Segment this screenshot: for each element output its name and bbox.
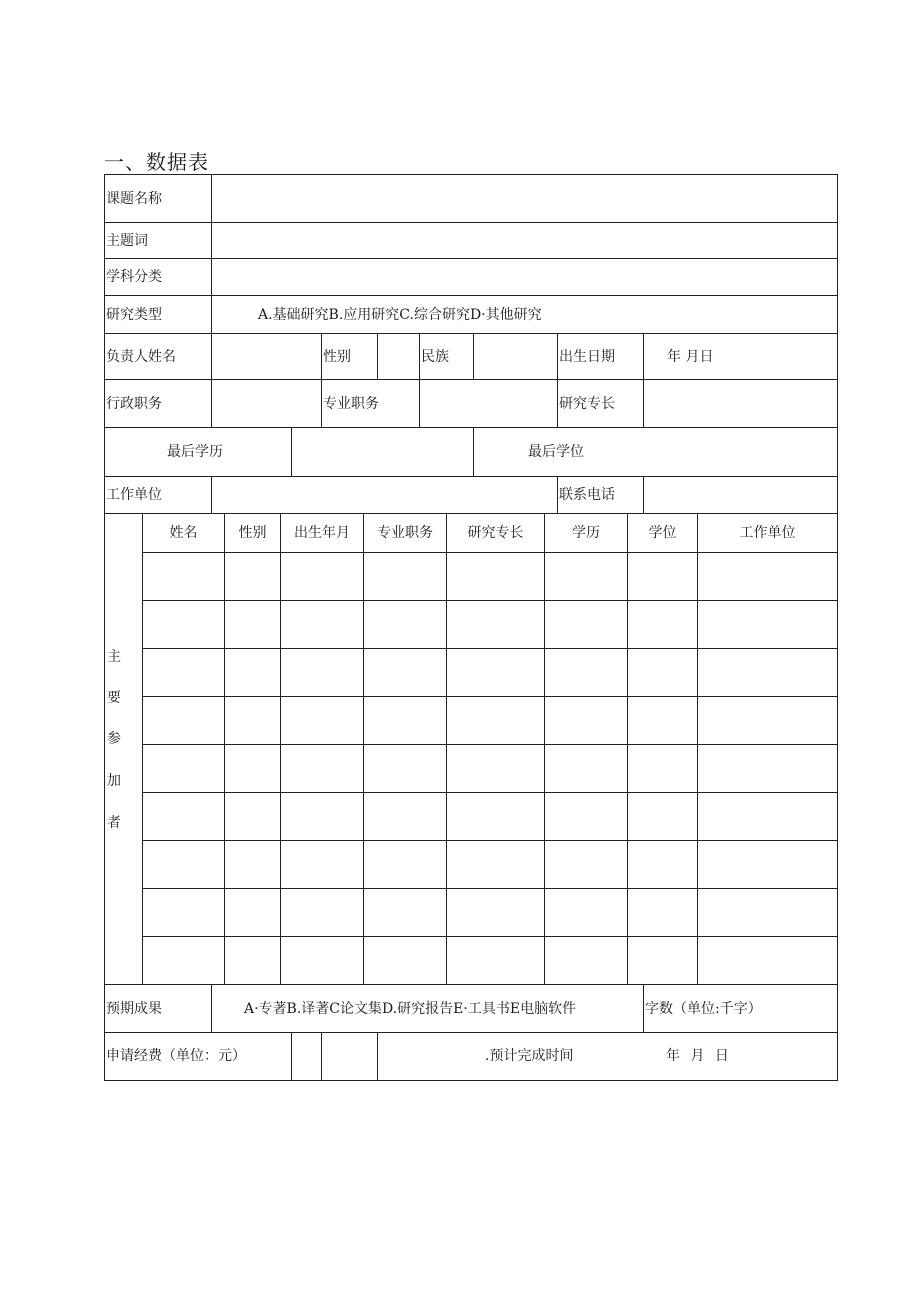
funding-field[interactable]: [292, 1033, 321, 1080]
admin-position-field[interactable]: [212, 380, 321, 427]
discipline-label: 学科分类: [106, 269, 162, 285]
row-line: [142, 936, 838, 937]
col-line: [627, 513, 628, 985]
completion-time-label: .预计完成时间: [485, 1048, 574, 1064]
row-line: [142, 840, 838, 841]
table-border-left: [104, 174, 105, 1081]
col-line: [544, 513, 545, 985]
col-line: [557, 476, 558, 514]
work-unit-label: 工作单位: [106, 487, 162, 503]
col-line: [697, 513, 698, 985]
research-type-options[interactable]: A.基础研究B.应用研究C.综合研究D·其他研究: [258, 307, 542, 323]
word-count-label: 字数（单位:千字）: [645, 1001, 762, 1017]
last-degree-label: 最后学位: [528, 444, 584, 460]
row-line: [142, 696, 838, 697]
topic-name-field[interactable]: [212, 175, 837, 222]
col-line: [321, 379, 322, 428]
expected-results-label: 预期成果: [106, 1001, 162, 1017]
row-line: [104, 513, 838, 514]
table-border-bottom: [104, 1080, 838, 1081]
keywords-field[interactable]: [212, 223, 837, 258]
keywords-label: 主题词: [106, 233, 148, 249]
phone-field[interactable]: [644, 477, 837, 513]
column-header-research-specialty: 研究专长: [467, 525, 524, 541]
phone-label: 联系电话: [559, 487, 615, 503]
column-header-education: 学历: [572, 525, 600, 541]
topic-name-label: 课题名称: [106, 191, 162, 207]
row-line: [142, 648, 838, 649]
last-education-field[interactable]: [292, 428, 473, 476]
row-line: [142, 600, 838, 601]
row-line: [142, 792, 838, 793]
prof-position-field[interactable]: [420, 380, 557, 427]
col-line: [557, 333, 558, 428]
work-unit-field[interactable]: [212, 477, 557, 513]
expected-results-options[interactable]: A·专著B.译著C论文集D.研究报告E·工具书E电脑软件: [244, 1001, 577, 1017]
gender-field[interactable]: [378, 334, 419, 379]
table-border-right: [837, 174, 838, 1081]
funding-field-2[interactable]: [322, 1033, 377, 1080]
birth-date-label: 出生日期: [559, 349, 615, 365]
col-line: [363, 513, 364, 985]
discipline-field[interactable]: [212, 259, 837, 295]
column-header-degree: 学位: [648, 525, 677, 541]
participants-side-char: 参: [107, 731, 121, 747]
page-title: 一、数据表: [104, 150, 209, 174]
participants-side-char: 主: [107, 649, 121, 665]
gender-label: 性别: [323, 349, 351, 365]
row-line: [142, 888, 838, 889]
col-line: [643, 984, 644, 1033]
column-header-birth-month: 出生年月: [294, 525, 350, 541]
col-line: [377, 1032, 378, 1081]
admin-position-label: 行政职务: [106, 396, 162, 412]
participants-side-char: 要: [107, 690, 121, 706]
col-line: [142, 513, 143, 985]
col-line: [224, 513, 225, 985]
ethnicity-label: 民族: [421, 349, 449, 365]
research-type-label: 研究类型: [106, 307, 162, 323]
row-line: [104, 984, 838, 985]
row-line: [104, 295, 838, 296]
row-line: [104, 1032, 838, 1033]
col-line: [473, 427, 474, 477]
participants-side-char: 加: [107, 773, 121, 789]
funding-label: 申请经费（单位：元）: [106, 1048, 246, 1064]
leader-name-field[interactable]: [212, 334, 321, 379]
research-specialty-field[interactable]: [644, 380, 837, 427]
last-education-label: 最后学历: [167, 444, 223, 460]
research-specialty-label: 研究专长: [559, 396, 615, 412]
ethnicity-field[interactable]: [474, 334, 557, 379]
col-line: [211, 984, 212, 1033]
col-line: [280, 513, 281, 985]
column-header-prof-position: 专业职务: [377, 525, 433, 541]
column-header-gender: 性别: [238, 525, 267, 541]
leader-name-label: 负责人姓名: [106, 349, 176, 365]
participants-side-char: 者: [107, 815, 121, 831]
col-line: [446, 513, 447, 985]
prof-position-label: 专业职务: [323, 396, 379, 412]
col-line: [321, 333, 322, 380]
column-header-name: 姓名: [169, 525, 198, 541]
row-line: [142, 552, 838, 553]
row-line: [142, 744, 838, 745]
completion-date-value[interactable]: 年 月 日: [666, 1048, 729, 1064]
column-header-work-unit: 工作单位: [739, 525, 796, 541]
birth-date-value[interactable]: 年 月日: [667, 349, 714, 365]
